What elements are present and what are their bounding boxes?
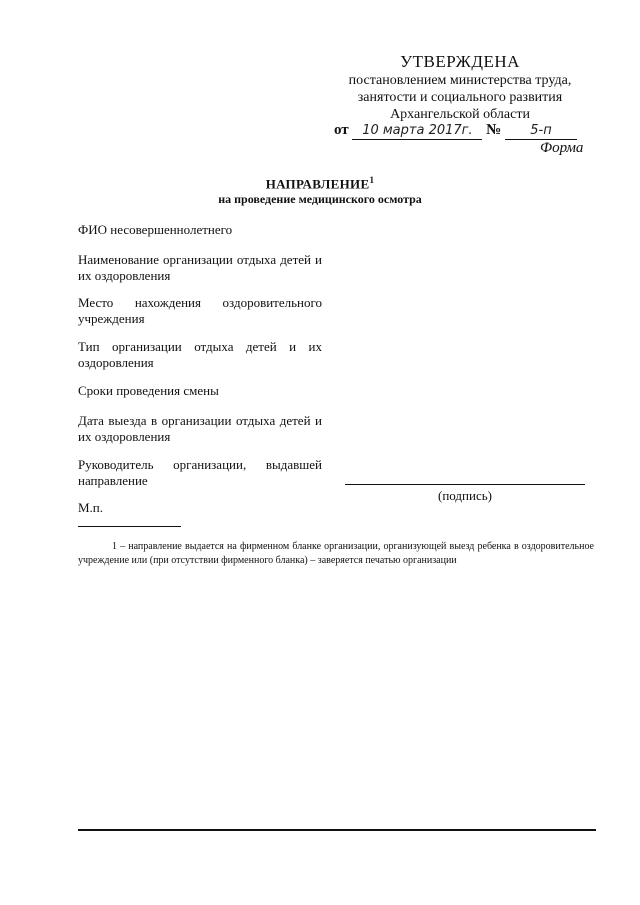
decree-date-number-row xyxy=(334,122,577,140)
stamp-place-label: М.п. xyxy=(78,500,104,515)
field-shift-dates: Сроки проведения смены xyxy=(78,383,219,398)
number-prefix: № xyxy=(486,122,502,138)
signature-caption: (подпись) xyxy=(438,488,492,503)
field-minor-name: ФИО несовершеннолетнего xyxy=(78,222,233,237)
approval-line-2: занятости и социального развития xyxy=(357,90,563,105)
approval-line-3: Архангельской области xyxy=(390,107,530,122)
date-prefix: от xyxy=(334,122,349,138)
document-title-text: НАПРАВЛЕНИЕ xyxy=(265,176,370,192)
approval-line-1: постановлением министерства труда, xyxy=(348,73,572,88)
document-title xyxy=(200,175,440,192)
approval-title: УТВЕРЖДЕНА xyxy=(400,52,520,71)
handwritten-date: 10 марта 2017г. xyxy=(352,123,482,140)
field-organization-name: Наименование организации отдыха детей и их оздоровления xyxy=(78,252,322,283)
footnote-divider xyxy=(78,526,181,527)
footnote-marker: 1 xyxy=(369,175,375,185)
footnote-text: 1 – направление выдается на фирменном бланке организации, организующей выезд ребенка в оздоровительное учреждение или (при отсутствии фирменного бланка) – заверяется печатью организации xyxy=(78,541,594,566)
field-issuer-head: Руководитель организации, выдавшей направление xyxy=(78,457,322,488)
handwritten-number: 5-п xyxy=(505,123,577,140)
field-departure-date: Дата выезда в организации отдыха детей и их оздоровления xyxy=(78,413,322,444)
signature-line xyxy=(345,484,585,485)
bottom-rule xyxy=(78,829,596,831)
document-subtitle: на проведение медицинского осмотра xyxy=(218,192,422,206)
field-organization-type: Тип организации отдыха детей и их оздоровления xyxy=(78,339,322,370)
field-location: Место нахождения оздоровительного учреждения xyxy=(78,295,322,326)
form-label: Форма xyxy=(540,140,584,156)
